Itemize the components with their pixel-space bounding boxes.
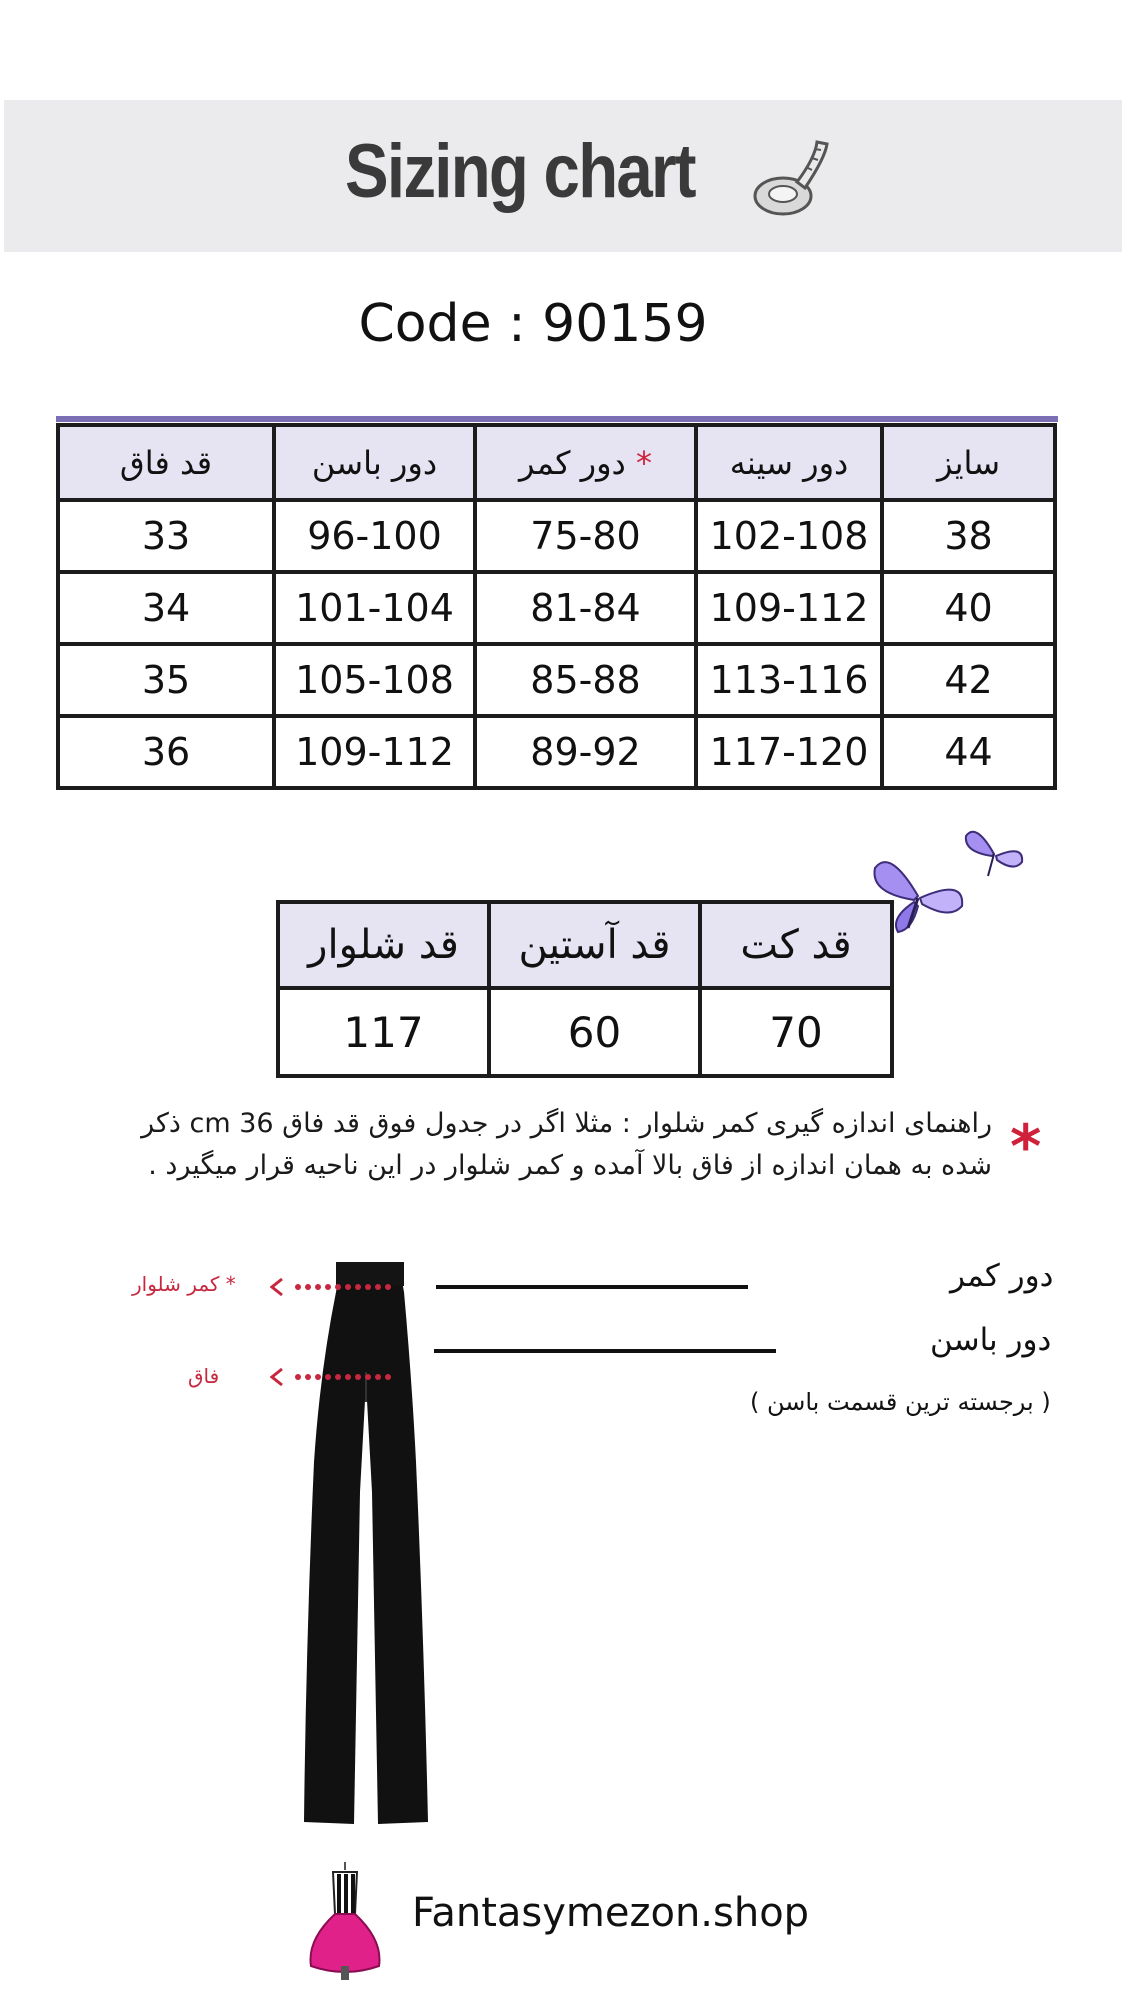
cell-rise: 33	[58, 500, 274, 572]
header-waist	[475, 425, 696, 500]
cell-jacket-length: 70	[700, 988, 892, 1076]
cell-hip: 109-112	[274, 716, 475, 788]
pants-waist-marker-label: * کمر شلوار	[132, 1272, 236, 1296]
table-row	[58, 716, 1055, 788]
rise-marker-label: فاق	[188, 1364, 220, 1388]
rise-marker-arrow	[270, 1367, 400, 1387]
header-sleeve-length: قد آستین	[489, 902, 700, 988]
note-line-2: شده به همان اندازه از فاق بالا آمده و کمر شلوار در این ناحیه قرار میگیرد .	[148, 1150, 992, 1181]
header-waist-star: *	[635, 443, 652, 482]
cell-rise: 36	[58, 716, 274, 788]
waist-marker-arrow	[270, 1277, 400, 1297]
cell-sleeve-length: 60	[489, 988, 700, 1076]
hip-guide-line	[434, 1349, 776, 1355]
size-table	[56, 423, 1057, 790]
cell-chest: 102-108	[696, 500, 882, 572]
cell-rise: 35	[58, 644, 274, 716]
dress-logo-icon	[305, 1862, 385, 1982]
cell-size: 44	[882, 716, 1055, 788]
cell-size: 42	[882, 644, 1055, 716]
table-row	[278, 988, 892, 1076]
cell-pants-length: 117	[278, 988, 489, 1076]
cell-chest: 117-120	[696, 716, 882, 788]
waist-label: دور کمر	[950, 1258, 1054, 1294]
header-pants-length: قد شلوار	[278, 902, 489, 988]
note-line-1: راهنمای اندازه گیری کمر شلوار : مثلا اگر در جدول فوق قد فاق 36 cm ذکر	[141, 1108, 992, 1139]
length-table-header	[278, 902, 892, 988]
note-star: *	[1010, 1112, 1042, 1182]
measuring-note	[80, 1103, 992, 1187]
table-row	[58, 572, 1055, 644]
header-waist-label: دور کمر	[519, 443, 626, 482]
header-jacket-length: قد کت	[700, 902, 892, 988]
waist-guide-line	[436, 1285, 748, 1291]
measuring-tape-icon	[745, 138, 835, 228]
cell-size: 40	[882, 572, 1055, 644]
cell-hip: 101-104	[274, 572, 475, 644]
hip-note: ( برجسته ترین قسمت باسن )	[750, 1388, 1051, 1416]
cell-chest: 113-116	[696, 644, 882, 716]
size-table-header	[58, 425, 1055, 500]
pants-illustration	[300, 1262, 450, 1832]
cell-waist: 85-88	[475, 644, 696, 716]
cell-chest: 109-112	[696, 572, 882, 644]
length-table	[276, 900, 894, 1078]
table-row	[58, 500, 1055, 572]
brand-name: Fantasymezon.shop	[412, 1890, 810, 1936]
header-rise-length: قد فاق	[58, 425, 274, 500]
header-chest: دور سینه	[696, 425, 882, 500]
hip-label: دور باسن	[930, 1322, 1052, 1358]
header-size: سایز	[882, 425, 1055, 500]
cell-hip: 105-108	[274, 644, 475, 716]
cell-waist: 75-80	[475, 500, 696, 572]
page-title: Sizing chart	[345, 129, 695, 214]
table-row	[58, 644, 1055, 716]
cell-hip: 96-100	[274, 500, 475, 572]
cell-rise: 34	[58, 572, 274, 644]
cell-waist: 89-92	[475, 716, 696, 788]
header-hip: دور باسن	[274, 425, 475, 500]
cell-size: 38	[882, 500, 1055, 572]
butterfly-icon	[962, 822, 1026, 882]
product-code: Code : 90159	[358, 294, 708, 354]
cell-waist: 81-84	[475, 572, 696, 644]
